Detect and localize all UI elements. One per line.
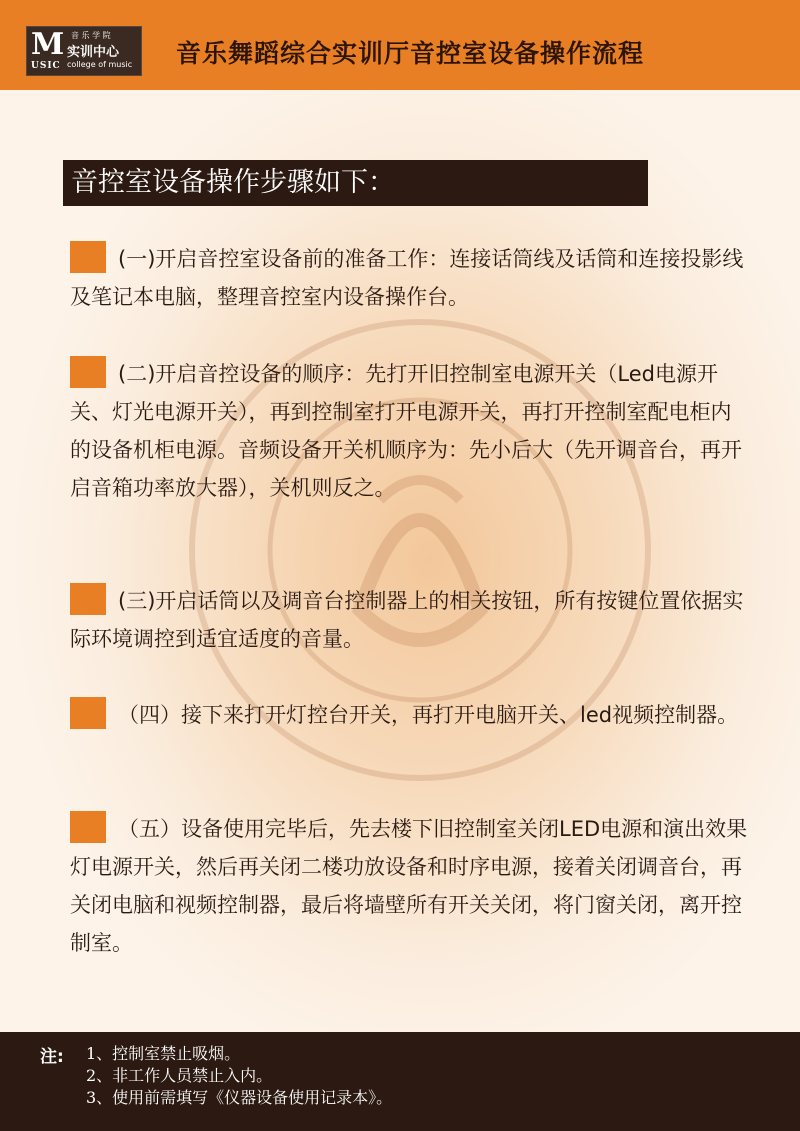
footer-notes [0, 1032, 800, 1131]
step-text: (一)开启音控室设备前的准备工作：连接话筒线及话筒和连接投影线及笔记本电脑，整理音控室内设备操作台。 [70, 247, 744, 309]
header-bar [0, 0, 800, 90]
step-marker-icon [70, 811, 106, 843]
step-text: （五）设备使用完毕后，先去楼下旧控制室关闭LED电源和演出效果灯电源开关，然后再关闭二楼功放设备和时序电源，接着关闭调音台，再关闭电脑和视频控制器，最后将墙壁所有开关关闭，将门窗关闭，离开控制室。 [70, 817, 748, 955]
college-logo [26, 26, 142, 76]
step-1 [70, 240, 750, 316]
step-5 [70, 810, 750, 962]
step-2 [70, 355, 750, 507]
logo-center-name: 实训中心 [67, 45, 120, 60]
logo-college-name: 音 乐 学 院 [71, 31, 111, 40]
logo-english-name: college of music [67, 60, 133, 69]
note-item: 1、控制室禁止吸烟。 [86, 1044, 241, 1063]
step-3 [70, 582, 750, 658]
note-item: 3、使用前需填写《仪器设备使用记录本》。 [86, 1088, 393, 1107]
logo-letter: M [31, 27, 65, 62]
note-item: 2、非工作人员禁止入内。 [86, 1066, 273, 1085]
step-marker-icon [70, 583, 106, 615]
note-label: 注: [40, 1047, 64, 1067]
step-marker-icon [70, 697, 106, 729]
step-text: (三)开启话筒以及调音台控制器上的相关按钮，所有按键位置依据实际环境调控到适宜适度的音量。 [70, 589, 744, 651]
section-title: 音控室设备操作步骤如下： [63, 160, 648, 206]
step-text: （四）接下来打开灯控台开关，再打开电脑开关、led视频控制器。 [118, 703, 739, 727]
page-title: 音乐舞蹈综合实训厅音控室设备操作流程 [176, 39, 645, 68]
step-4 [70, 696, 750, 734]
step-marker-icon [70, 241, 106, 273]
logo-usic: USIC [31, 61, 61, 71]
step-marker-icon [70, 356, 106, 388]
step-text: (二)开启音控设备的顺序：先打开旧控制室电源开关（Led电源开关、灯光电源开关），再到控制室打开电源开关，再打开控制室配电柜内的设备机柜电源。音频设备开关机顺序为：先小后大（先开调音台，再开启音箱功率放大器），关机则反之。 [70, 362, 742, 500]
